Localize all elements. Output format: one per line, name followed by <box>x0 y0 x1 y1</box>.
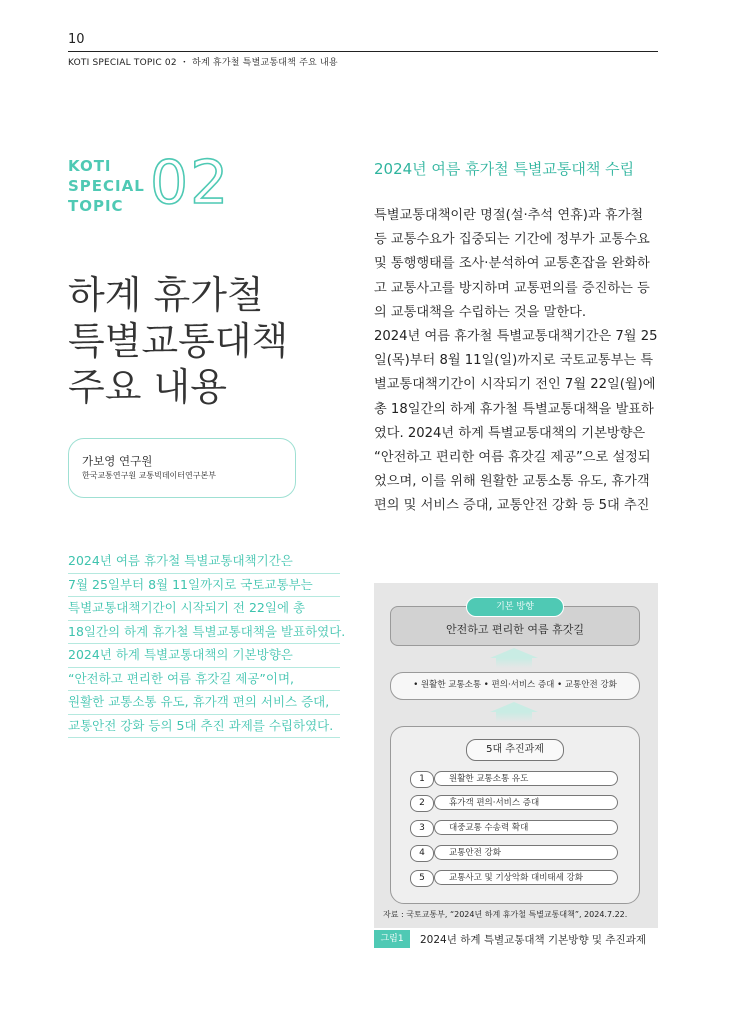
up-arrow-icon <box>490 648 538 658</box>
task-label: 교통사고 및 기상악화 대비태세 강화 <box>434 870 618 885</box>
body-line: 었으며, 이를 위해 원활한 교통소통 유도, 휴가객 <box>374 474 650 490</box>
title-line: 하계 휴가철 <box>68 273 264 317</box>
basic-direction-text: 안전하고 편리한 여름 휴갓길 <box>445 623 584 636</box>
header-rule <box>68 51 658 52</box>
title-line: 주요 내용 <box>68 365 227 409</box>
running-head: KOTI SPECIAL TOPIC 02 ・ 하계 휴가철 특별교통대책 주요 내용 <box>68 58 338 68</box>
koti-label: KOTI <box>68 157 112 175</box>
strategy-text: • 원활한 교통소통 • 편의·서비스 증대 • 교통안전 강화 <box>413 680 617 690</box>
task-number: 5 <box>410 870 434 887</box>
body-line: “안전하고 편리한 여름 휴갓길 제공”으로 설정되 <box>374 450 651 466</box>
summary-line: 특별교통대책기간이 시작되기 전 22일에 총 <box>68 597 340 621</box>
up-arrow-shaft <box>496 658 532 668</box>
figure-caption: 2024년 하계 특별교통대책 기본방향 및 추진과제 <box>420 934 646 946</box>
basic-direction-label: 기본 방향 <box>466 597 564 617</box>
tasks-title: 5대 추진과제 <box>466 739 564 761</box>
topic-number: 02 <box>150 148 231 218</box>
task-item <box>410 795 620 812</box>
figure-source: 자료 : 국토교통부, “2024년 하계 휴가철 특별교통대책”, 2024.7.22. <box>383 910 628 919</box>
page-number: 10 <box>68 32 85 47</box>
task-number: 1 <box>410 771 434 788</box>
author-affiliation: 한국교통연구원 교통빅데이터연구본부 <box>82 471 216 480</box>
task-number: 3 <box>410 820 434 837</box>
task-label: 교통안전 강화 <box>434 845 618 860</box>
summary-line: 18일간의 하계 휴가철 특별교통대책을 발표하였다. <box>68 621 340 645</box>
task-number: 4 <box>410 845 434 862</box>
summary-line: 교통안전 강화 등의 5대 추진 과제를 수립하였다. <box>68 715 340 739</box>
article-title <box>68 272 348 410</box>
summary-line: 7월 25일부터 8월 11일까지로 국토교통부는 <box>68 574 340 598</box>
summary-line: 2024년 여름 휴가철 특별교통대책기간은 <box>68 550 340 574</box>
task-item <box>410 870 620 887</box>
body-line: 특별교통대책이란 명절(설·추석 연휴)과 휴가철 <box>374 208 644 223</box>
section-heading: 2024년 여름 휴가철 특별교통대책 수립 <box>374 160 635 178</box>
topic-label: TOPIC <box>68 197 124 215</box>
special-label: SPECIAL <box>68 177 145 195</box>
task-item <box>410 771 620 788</box>
summary-line: 2024년 하계 특별교통대책의 기본방향은 <box>68 644 340 668</box>
body-line: 편의 및 서비스 증대, 교통안전 강화 등 5대 추진 <box>374 498 650 514</box>
summary-line: 원활한 교통소통 유도, 휴가객 편의 서비스 증대, <box>68 691 340 715</box>
up-arrow-icon <box>490 702 538 712</box>
task-number: 2 <box>410 795 434 812</box>
title-line: 특별교통대책 <box>68 319 289 363</box>
body-line: 별교통대책기간이 시작되기 전인 7월 22일(월)에 <box>374 377 656 393</box>
body-line: 고 교통사고를 방지하며 교통편의를 증진하는 등 <box>374 280 650 296</box>
task-item <box>410 845 620 862</box>
up-arrow-shaft <box>496 712 532 722</box>
body-line: 일(목)부터 8월 11일(일)까지로 국토교통부는 특 <box>374 353 654 369</box>
task-item <box>410 820 620 837</box>
body-line: 등 교통수요가 집중되는 기간에 정부가 교통수요 <box>374 232 650 248</box>
task-label: 대중교통 수송력 확대 <box>434 820 618 835</box>
body-text <box>374 204 658 519</box>
koti-special-topic-mark <box>68 156 145 216</box>
body-line: 총 18일간의 하계 휴가철 특별교통대책을 발표하 <box>374 401 654 417</box>
task-label: 원활한 교통소통 유도 <box>434 771 618 786</box>
body-line: 2024년 여름 휴가철 특별교통대책기간은 7월 25 <box>374 329 658 345</box>
author-name: 가보영 연구원 <box>82 454 153 468</box>
figure-label: 그림1 <box>374 930 410 948</box>
body-line: 및 통행행태를 조사·분석하여 교통혼잡을 완화하 <box>374 256 650 272</box>
body-line: 였다. 2024년 하계 특별교통대책의 기본방향은 <box>374 425 646 441</box>
summary-text <box>68 550 346 738</box>
task-label: 휴가객 편의·서비스 증대 <box>434 795 618 810</box>
body-line: 의 교통대책을 수립하는 것을 말한다. <box>374 304 587 320</box>
summary-line: “안전하고 편리한 여름 휴갓길 제공”이며, <box>68 668 340 692</box>
